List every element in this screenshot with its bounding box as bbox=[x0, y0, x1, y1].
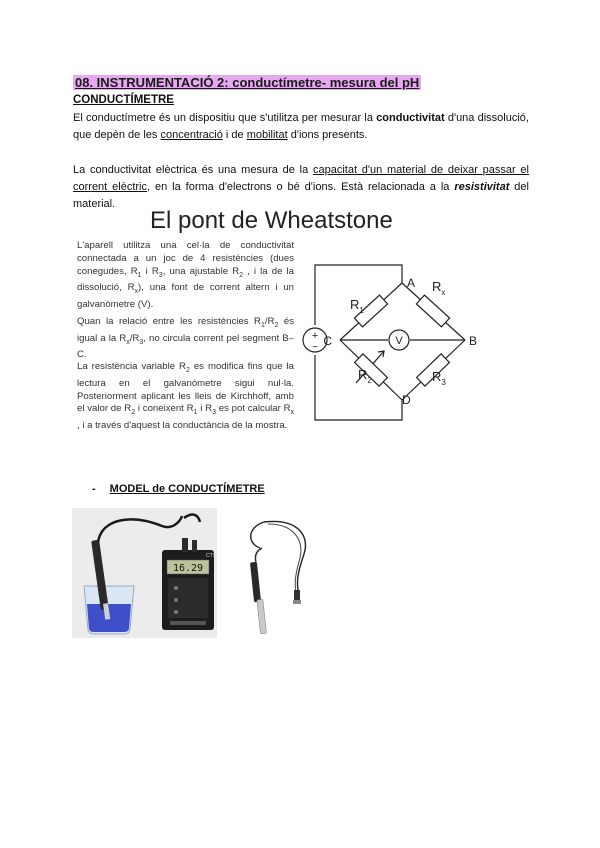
label-r1: $R_1$ bbox=[350, 297, 364, 315]
node-d: D bbox=[402, 393, 411, 407]
label-rx: $R_x$ bbox=[432, 279, 446, 297]
meter-display-reading: 16.29 bbox=[172, 563, 204, 574]
node-c: C bbox=[323, 334, 332, 348]
wheatstone-title: El pont de Wheatstone bbox=[150, 207, 393, 234]
page-title: 08. INSTRUMENTACIÓ 2: conductímetre- mesura del pH bbox=[75, 75, 420, 90]
model-heading: - MODEL de CONDUCTÍMETRE bbox=[92, 483, 265, 495]
node-a: A bbox=[407, 276, 416, 290]
label-r2: $R_2$ bbox=[358, 367, 372, 385]
source-minus: − bbox=[312, 342, 318, 353]
conductivity-meter-photo bbox=[72, 508, 217, 638]
wheatstone-text-1: L'aparell utilitza una cel·la de conductivitat connectada a un joc de 4 resistències (dues conegudes, $R_1$ i $R_3$, una ajustable $R_2$ , i la de la dissolució, $R_x$), una font de corrent altern i un galvanòmetre (V). bbox=[77, 240, 295, 310]
resistor-rx bbox=[416, 295, 449, 327]
meter-label: V bbox=[395, 335, 403, 347]
section-heading: CONDUCTÍMETRE bbox=[73, 94, 174, 106]
label-r3: $R_3$ bbox=[432, 369, 446, 387]
source-plus: + bbox=[311, 330, 319, 342]
wheatstone-text-2: Quan la relació entre les resistències $R_1/R_2$ és igual a la $R_x/R_3$, no circula corrent pel segment B–C. bbox=[77, 316, 294, 361]
node-b: B bbox=[469, 334, 478, 348]
conductivity-probe-photo bbox=[238, 518, 313, 640]
conductivity-paragraph: La conductivitat elèctrica és una mesura de la capacitat d'un material de deixar passar el corrent elèctric, en la forma d'electrons o bé d'ions. Està relacionada a la resistivitat del material. bbox=[73, 164, 529, 210]
meter-brand: CTS bbox=[206, 553, 216, 559]
wheatstone-bridge-diagram bbox=[300, 255, 480, 430]
wheatstone-text-3: La resistència variable $R_2$ es modifica fins que la lectura en el galvanòmetre sigui nul·la. Posteriorment aplicant les lleis de Kirchhoff, amb el valor de $R_2$ i coneixent $R_1$ i $R_3$ es pot calcular $R_x$ , i a través d'aquest la conductància de la mostra. bbox=[77, 361, 295, 431]
intro-paragraph: El conductímetre és un dispositiu que s'utilitza per mesurar la conductivitat d'una dissolució, que depèn de les concentració i de mobilitat d'ions presents. bbox=[73, 112, 529, 141]
